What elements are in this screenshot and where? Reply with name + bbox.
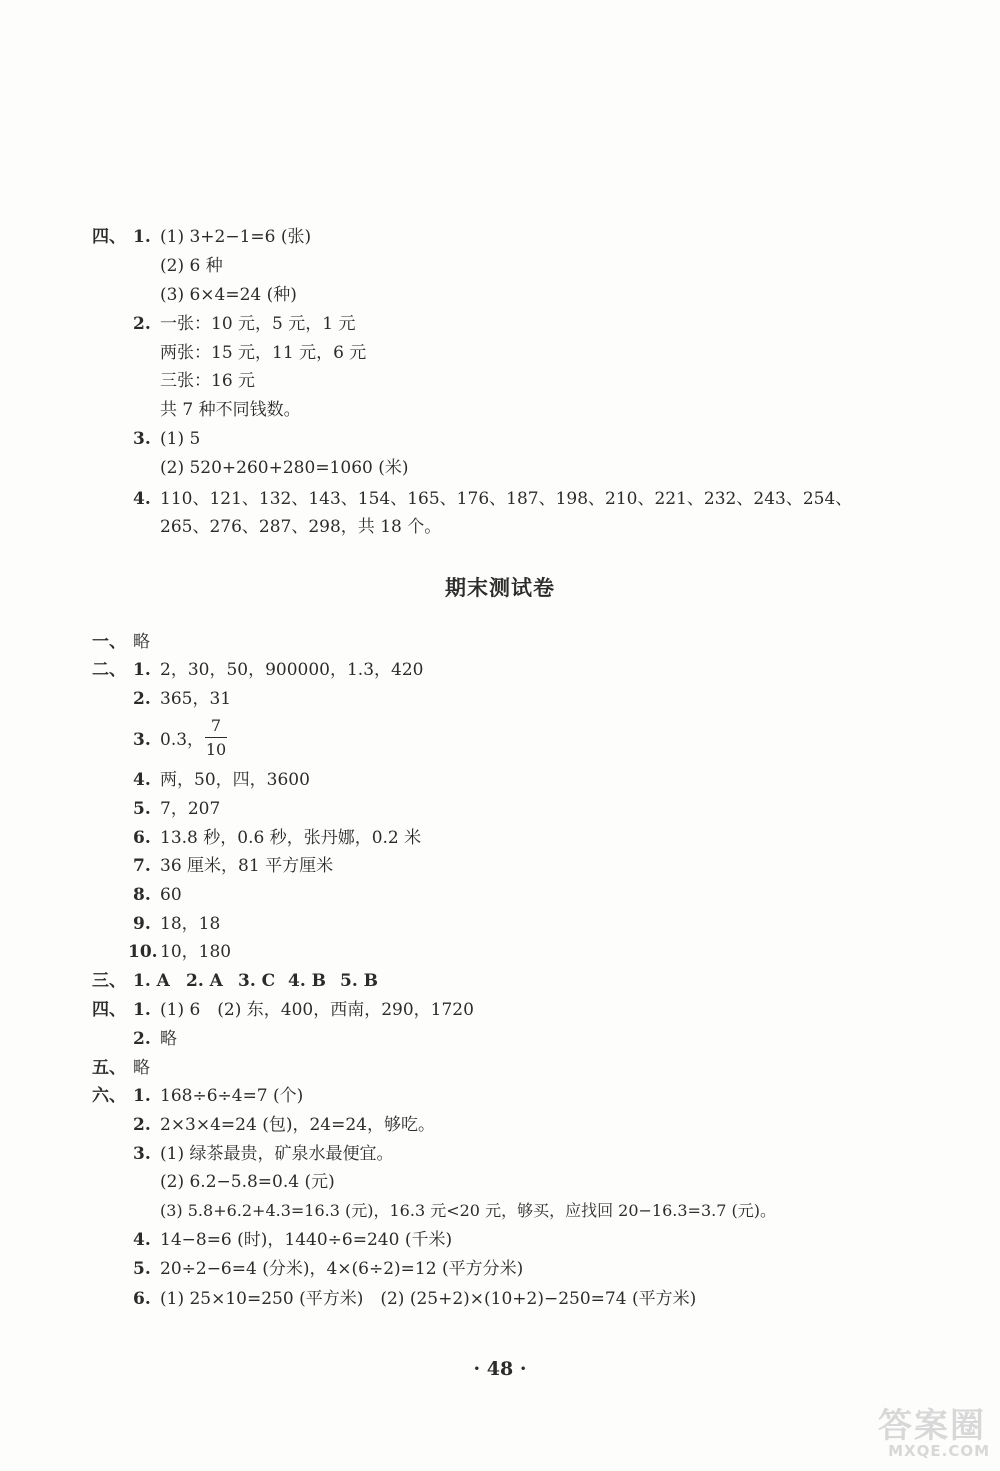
answer-line: 略: [133, 1058, 150, 1078]
answer-line: (3) 5.8+6.2+4.3=16.3 (元)，16.3 元<20 元，够买，应找回 20−16.3=3.7 (元)。: [160, 1201, 776, 1220]
exam-section-3-label: 三、: [92, 971, 126, 991]
answer-line: (2) 520+260+280=1060 (米): [160, 458, 409, 478]
fraction-numerator: 7: [210, 716, 222, 735]
watermark-url: MXQE.COM: [888, 1442, 990, 1460]
question-number: 6.: [133, 828, 151, 848]
question-number: 1.: [133, 1086, 151, 1106]
answer-line: (1) 25×10=250 (平方米) (2) (25+2)×(10+2)−250=74 (平方米): [160, 1289, 697, 1309]
question-number: 5.: [133, 1259, 151, 1279]
exam-section-5-label: 五、: [92, 1058, 126, 1078]
watermark: [834, 1398, 994, 1464]
answer-line: 13.8 秒，0.6 秒，张丹娜，0.2 米: [160, 828, 422, 848]
choice-answer: 2. A: [186, 971, 223, 991]
question-number: 1.: [133, 660, 151, 680]
choice-answer: 3. C: [238, 971, 276, 991]
fraction: [205, 716, 227, 759]
watermark-logo: 答案圈: [878, 1406, 986, 1446]
question-number: 3.: [133, 1144, 151, 1164]
question-number: 5.: [133, 799, 151, 819]
answer-line: 60: [160, 885, 182, 905]
answer-line: 共 7 种不同钱数。: [160, 400, 301, 420]
fraction-denominator: 10: [205, 740, 227, 759]
answer-line: 三张：16 元: [160, 371, 256, 391]
question-number: 1.: [133, 1000, 151, 1020]
answer-line: (1) 6 (2) 东，400，西南，290，1720: [160, 1000, 474, 1020]
answer-line: 14−8=6 (时)，1440÷6=240 (千米): [160, 1230, 453, 1250]
answer-line: 0.3，: [160, 730, 205, 750]
q2-number: 2.: [133, 314, 151, 334]
question-number: 4.: [133, 1230, 151, 1250]
question-number: 4.: [133, 770, 151, 790]
answer-line: (1) 3+2−1=6 (张): [160, 227, 312, 247]
q1-number: 1.: [133, 227, 151, 247]
question-number: 8.: [133, 885, 151, 905]
question-number: 6.: [133, 1289, 151, 1309]
answer-line: 10，180: [160, 942, 232, 962]
answer-line: 2，30，50，900000，1.3，420: [160, 660, 424, 680]
q3-number: 3.: [133, 429, 151, 449]
answer-line: 两，50，四，3600: [160, 770, 310, 790]
answer-line: 168÷6÷4=7 (个): [160, 1086, 304, 1106]
question-number: 10.: [128, 942, 158, 962]
q4-number: 4.: [133, 489, 151, 509]
answer-line: 36 厘米，81 平方厘米: [160, 856, 334, 876]
answer-line: (1) 绿茶最贵，矿泉水最便宜。: [160, 1144, 394, 1164]
answer-line: 265、276、287、298，共 18 个。: [160, 517, 442, 537]
answer-line: 一张：10 元，5 元，1 元: [160, 314, 356, 334]
choice-answer: 1. A: [133, 971, 170, 991]
answer-line: 110、121、132、143、154、165、176、187、198、210、221、232、243、254、: [160, 489, 853, 509]
question-number: 9.: [133, 914, 151, 934]
answer-line: 两张：15 元，11 元，6 元: [160, 343, 367, 363]
answer-line: 18，18: [160, 914, 221, 934]
question-number: 7.: [133, 856, 151, 876]
section-title: 期末测试卷: [445, 576, 555, 600]
page-number: · 48 ·: [473, 1358, 527, 1380]
fraction-bar: [205, 737, 227, 738]
answer-line: (2) 6.2−5.8=0.4 (元): [160, 1172, 335, 1192]
choice-answer: 5. B: [340, 971, 379, 991]
exam-section-4-label: 四、: [92, 1000, 126, 1020]
exam-section-2-label: 二、: [92, 660, 126, 680]
answer-line: 2×3×4=24 (包)，24=24，够吃。: [160, 1115, 435, 1135]
answer-line: 7，207: [160, 799, 221, 819]
exam-section-6-label: 六、: [92, 1086, 126, 1106]
answer-line: 365，31: [160, 689, 232, 709]
answer-line: (2) 6 种: [160, 256, 223, 276]
question-number: 2.: [133, 1029, 151, 1049]
exam-section-1-label: 一、: [92, 632, 126, 652]
answer-line: (3) 6×4=24 (种): [160, 285, 297, 305]
question-number: 2.: [133, 689, 151, 709]
answer-line: 略: [160, 1029, 177, 1049]
section-4-label: 四、: [92, 227, 126, 247]
answer-line: 略: [133, 632, 150, 652]
choice-answer: 4. B: [288, 971, 327, 991]
question-number: 3.: [133, 730, 151, 750]
answer-line: 20÷2−6=4 (分米)，4×(6÷2)=12 (平方分米): [160, 1259, 524, 1279]
answer-line: (1) 5: [160, 429, 201, 449]
question-number: 2.: [133, 1115, 151, 1135]
